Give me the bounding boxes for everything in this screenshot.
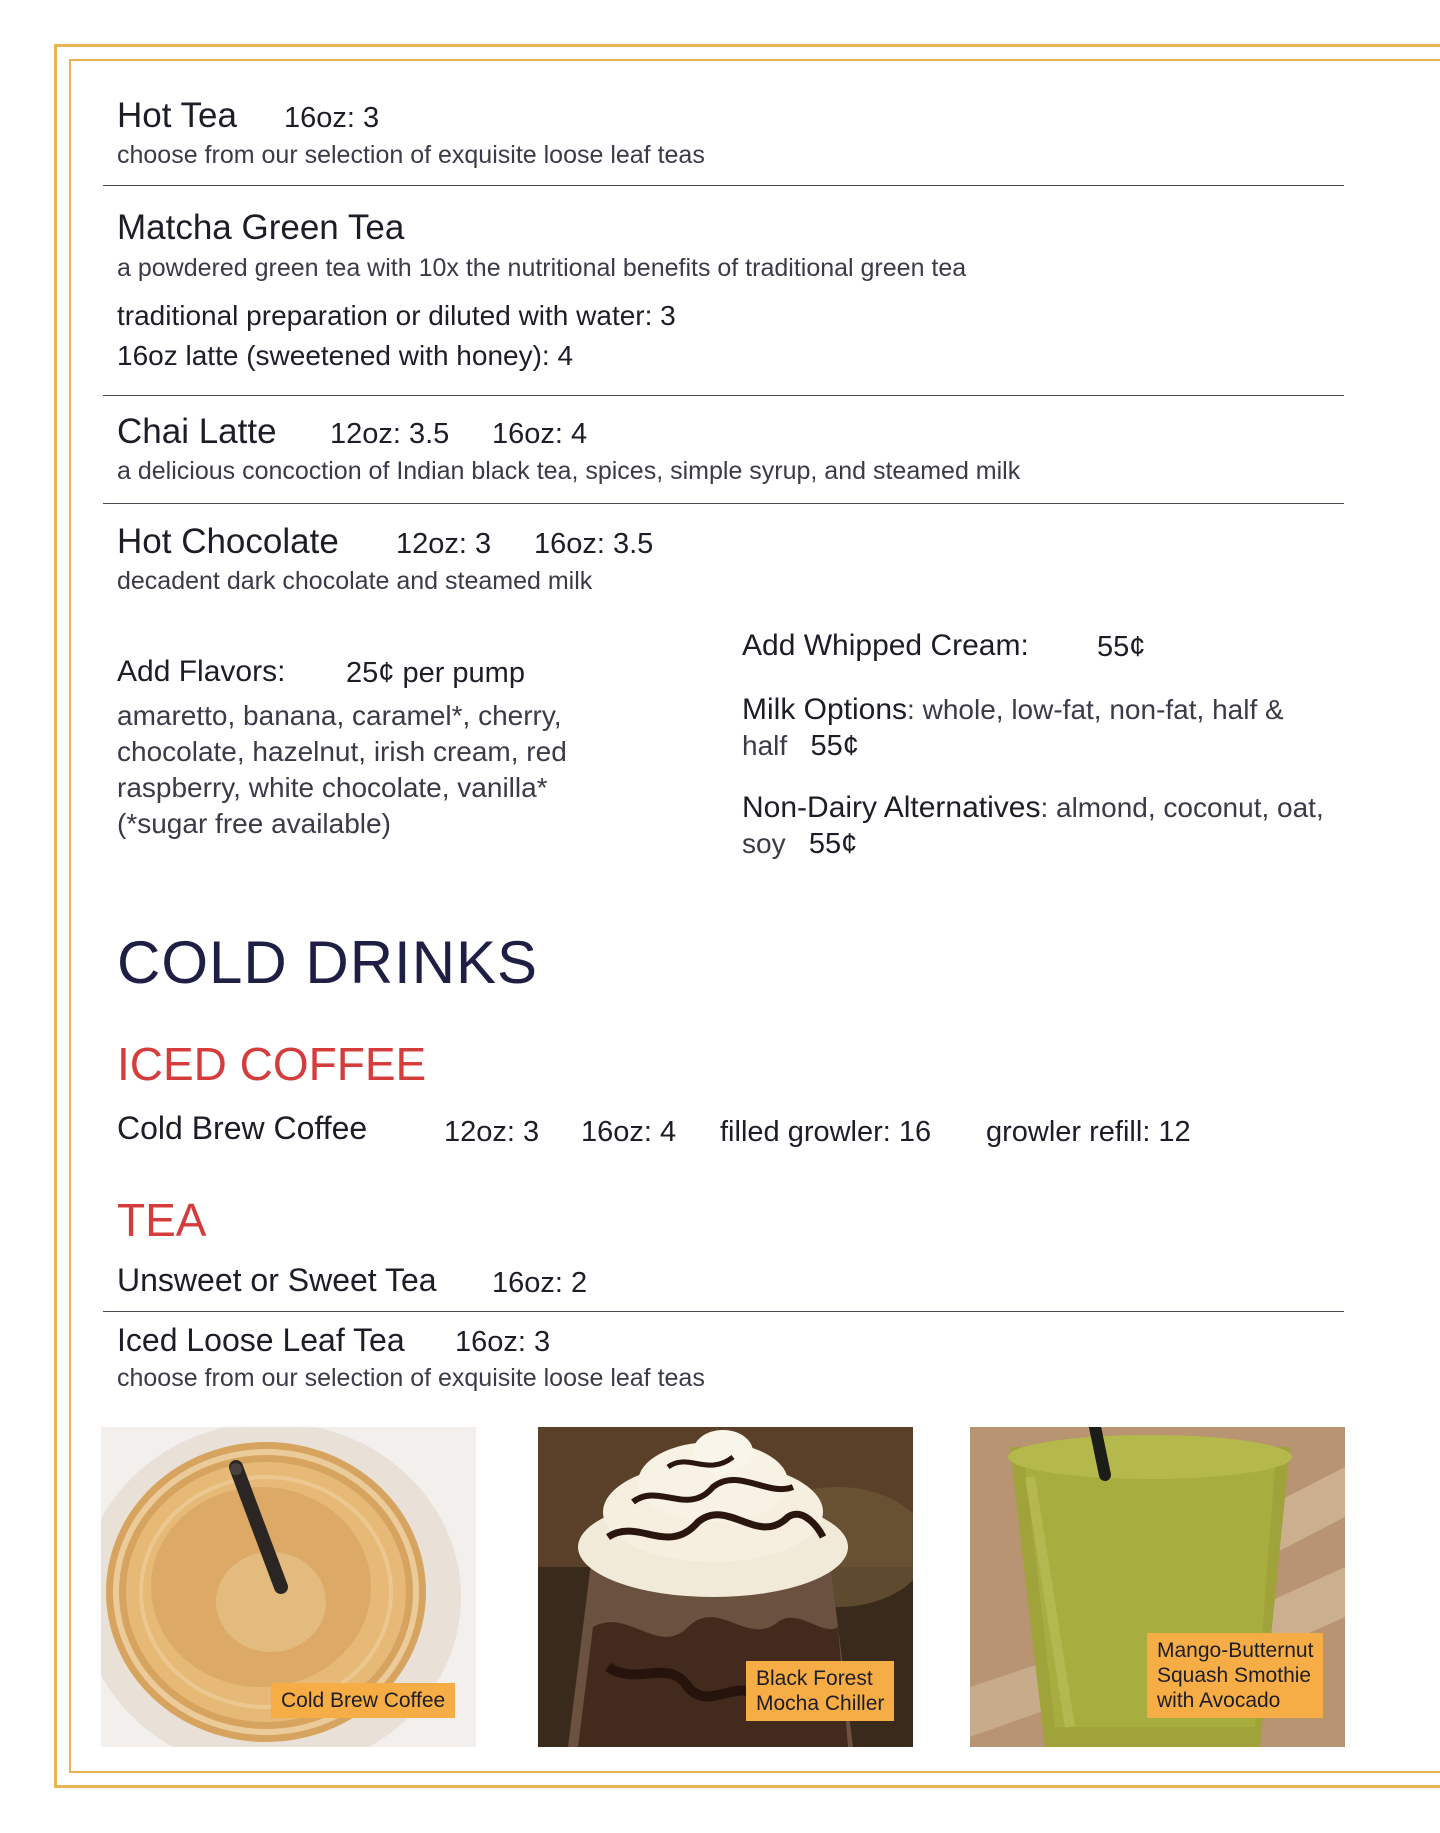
item-desc-iced-loose-leaf-tea: choose from our selection of exquisite loose leaf teas — [117, 1364, 705, 1392]
item-name-matcha: Matcha Green Tea — [117, 208, 405, 247]
add-flavors-price: 25¢ per pump — [346, 657, 525, 689]
add-flavors-list: amaretto, banana, caramel*, cherry, chocolate, hazelnut, irish cream, red raspberry, white chocolate, vanilla* — [117, 700, 567, 803]
add-flavors-label: Add Flavors: — [117, 655, 286, 688]
iced-loose-leaf-tea-size-16oz: 16oz: 3 — [455, 1326, 551, 1358]
item-desc-matcha: a powdered green tea with 10x the nutritional benefits of traditional green tea — [117, 254, 967, 282]
matcha-option-traditional: traditional preparation or diluted with water: 3 — [117, 300, 676, 331]
item-name-chai-latte: Chai Latte — [117, 412, 277, 451]
item-name-cold-brew: Cold Brew Coffee — [117, 1110, 368, 1146]
whipped-cream-price: 55¢ — [1097, 631, 1146, 663]
section-heading-iced-coffee: ICED COFFEE — [117, 1038, 427, 1090]
non-dairy-list: : almond, coconut, oat, soy — [742, 792, 1324, 859]
non-dairy-label: Non-Dairy Alternatives — [742, 791, 1041, 824]
milk-options-label: Milk Options — [742, 693, 908, 726]
cold-brew-size-16oz: 16oz: 4 — [581, 1116, 677, 1148]
item-size-chai-12oz: 12oz: 3.5 — [330, 418, 450, 450]
divider — [103, 1311, 1344, 1312]
photo-caption-cold-brew: Cold Brew Coffee — [271, 1683, 455, 1718]
item-name-hot-tea: Hot Tea — [117, 96, 237, 135]
item-size-hot-chocolate-12oz: 12oz: 3 — [396, 528, 492, 560]
cold-brew-filled-growler: filled growler: 16 — [720, 1116, 932, 1148]
add-flavors-note: (*sugar free available) — [117, 808, 391, 839]
divider — [103, 185, 1344, 186]
unsweet-sweet-tea-size-16oz: 16oz: 2 — [492, 1267, 588, 1299]
section-heading-tea: TEA — [117, 1194, 207, 1246]
photo-mango-butternut-smoothie — [970, 1427, 1345, 1747]
item-name-hot-chocolate: Hot Chocolate — [117, 522, 339, 561]
photo-black-forest-mocha-chiller — [538, 1427, 913, 1747]
item-name-iced-loose-leaf-tea: Iced Loose Leaf Tea — [117, 1322, 405, 1358]
non-dairy-price: 55¢ — [808, 828, 858, 860]
section-title-cold-drinks: COLD DRINKS — [117, 929, 539, 996]
item-desc-chai-latte: a delicious concoction of Indian black tea, spices, simple syrup, and steamed milk — [117, 457, 1021, 485]
matcha-option-latte: 16oz latte (sweetened with honey): 4 — [117, 340, 574, 371]
cold-brew-size-12oz: 12oz: 3 — [444, 1116, 540, 1148]
non-dairy-alternatives — [742, 790, 1342, 862]
divider — [103, 395, 1344, 396]
item-desc-hot-tea: choose from our selection of exquisite loose leaf teas — [117, 141, 705, 169]
whipped-cream-label: Add Whipped Cream: — [742, 629, 1029, 662]
divider — [103, 503, 1344, 504]
milk-options-price: 55¢ — [810, 730, 859, 762]
item-size-chai-16oz: 16oz: 4 — [492, 418, 588, 450]
photo-caption-black-forest: Black Forest Mocha Chiller — [746, 1661, 894, 1721]
milk-options — [742, 692, 1302, 764]
item-size-hot-tea-16oz: 16oz: 3 — [284, 102, 380, 134]
milk-options-list: : whole, low-fat, non-fat, half & half — [742, 694, 1284, 761]
cold-brew-growler-refill: growler refill: 12 — [986, 1116, 1191, 1148]
item-name-unsweet-sweet-tea: Unsweet or Sweet Tea — [117, 1262, 437, 1298]
item-size-hot-chocolate-16oz: 16oz: 3.5 — [534, 528, 654, 560]
item-desc-hot-chocolate: decadent dark chocolate and steamed milk — [117, 567, 593, 595]
photo-cold-brew-coffee — [101, 1427, 476, 1747]
photo-caption-mango-butternut: Mango-Butternut Squash Smothie with Avocado — [1147, 1633, 1323, 1718]
